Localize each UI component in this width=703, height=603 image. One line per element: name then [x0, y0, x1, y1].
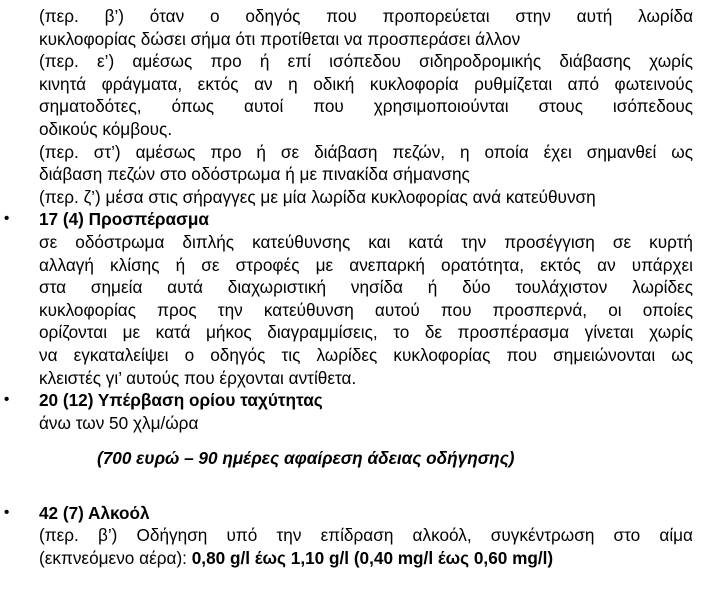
sub-item-st-line-2: διάβαση πεζών στο οδόστρωμα ή με πινακίδα σήμανσης	[39, 164, 470, 185]
bullet: •	[4, 391, 10, 409]
item-heading-alcohol: 42 (7) Αλκοόλ	[39, 502, 150, 523]
item-heading-speeding: 20 (12) Υπέρβαση ορίου ταχύτητας	[39, 390, 323, 411]
bullet: •	[4, 503, 10, 521]
item-line-alcohol-limits	[39, 547, 693, 570]
alcohol-limits-values: 0,80 g/l έως 1,10 g/l (0,40 mg/l έως 0,60 mg/l)	[191, 548, 554, 569]
sub-item-z	[39, 186, 693, 209]
list-item-alcohol	[0, 502, 703, 570]
spacer	[0, 470, 703, 502]
sub-item-e-line-2: κινητά φράγματα, εκτός αν η οδική κυκλοφορία ρυθμίζεται από φωτεινούς	[39, 73, 693, 94]
sub-item-e-line-1: (περ. ε’) αμέσως προ ή επί ισόπεδου σιδηροδρομικής διάβασης χωρίς	[39, 51, 693, 72]
item-line: κυκλοφορίας προς την κατεύθυνση αυτού που προσπερνά, οι οποίες	[39, 299, 693, 320]
sub-item-e-line-4: οδικούς κόμβους.	[39, 118, 173, 139]
item-line: κλειστές γι’ αυτούς που έρχονται αντίθετα.	[39, 367, 357, 388]
alcohol-limits-prefix: (εκπνεόμενο αέρα):	[39, 548, 192, 569]
penalty-note: (700 ευρώ – 90 ημέρες αφαίρεση άδειας οδήγησης)	[97, 448, 515, 469]
sub-item-b-line-2: κυκλοφορίας δώσει σήμα ότι προτίθεται να προσπεράσει άλλον	[39, 28, 521, 49]
list-item-speeding	[0, 389, 703, 434]
item-heading-overtaking: 17 (4) Προσπέρασμα	[39, 209, 209, 230]
sub-item-e	[39, 50, 693, 140]
item-line: άνω των 50 χλμ/ώρα	[39, 412, 199, 433]
list-item-overtaking	[0, 208, 703, 389]
item-line: στα σημεία αυτά διαχωριστική νησίδα ή δύο τουλάχιστον λωρίδες	[39, 277, 693, 298]
sub-item-st-line-1: (περ. στ’) αμέσως προ ή σε διάβαση πεζών, η οποία έχει σημανθεί ως	[39, 141, 693, 162]
sub-item-b-line-1: (περ. β’) όταν ο οδηγός που προπορεύεται στην αυτή λωρίδα	[39, 6, 693, 26]
sub-item-b	[39, 5, 693, 50]
item-line: να εγκαταλείψει ο οδηγός τις λωρίδες κυκλοφορίας που σημειώνονται ως	[39, 344, 693, 365]
item-line: σε οδόστρωμα διπλής κατεύθυνσης και κατά την προσέγγιση σε κυρτή	[39, 231, 693, 252]
sub-item-e-line-3: σηματοδότες, όπως αυτοί που χρησιμοποιούνται στους ισόπεδους	[39, 96, 693, 117]
bullet: •	[4, 210, 10, 228]
sub-item-st	[39, 141, 693, 186]
item-line: ορίζονται με κατά μήκος διαγραμμίσεις, το δε προσπέρασμα γίνεται χωρίς	[39, 322, 693, 343]
item-line: (περ. β’) Οδήγηση υπό την επίδραση αλκοόλ, συγκέντρωση στο αίμα	[39, 525, 693, 546]
document-page	[0, 5, 703, 570]
item-line: αλλαγή κλίσης ή σε στροφές με ανεπαρκή ορατότητα, εκτός αν υπάρχει	[39, 254, 693, 275]
sub-item-z-line-1: (περ. ζ’) μέσα στις σήραγγες με μία λωρίδα κυκλοφορίας ανά κατεύθυνση	[39, 186, 596, 207]
